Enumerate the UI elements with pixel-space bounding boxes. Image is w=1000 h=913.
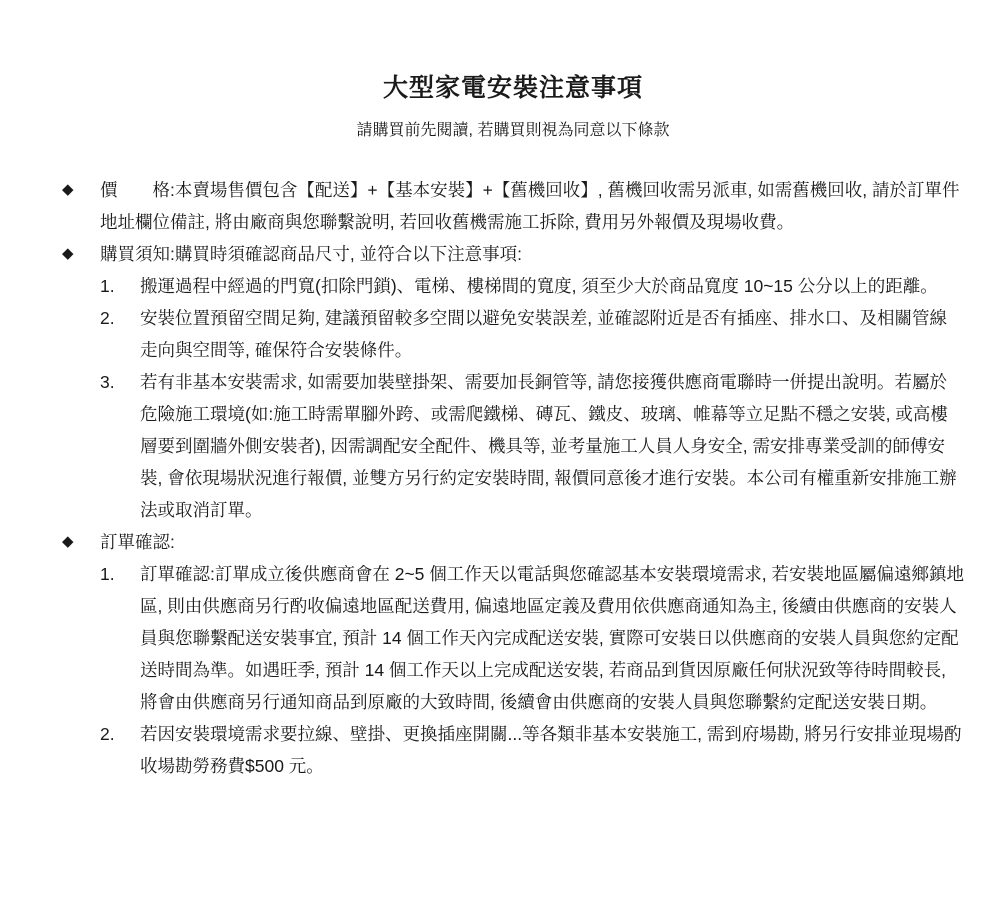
section-purchase-notes — [62, 238, 964, 270]
list-item-number: 2. — [100, 308, 115, 328]
list-item-order-1 — [62, 558, 964, 718]
list-item-text: 若因安裝環境需求要拉線、壁掛、更換插座開關...等各類非基本安裝施工, 需到府場勘, 將另行安排並現場酌收場勘勞務費$500 元。 — [140, 724, 962, 776]
list-item-number: 3. — [100, 372, 115, 392]
list-item-number: 1. — [100, 276, 115, 296]
section-purchase-notes-heading: 購買須知:購買時須確認商品尺寸, 並符合以下注意事項: — [100, 244, 522, 264]
list-item-purchase-2 — [62, 302, 964, 366]
section-price-text: 價 格:本賣場售價包含【配送】+【基本安裝】+【舊機回收】, 舊機回收需另派車, 如需舊機回收, 請於訂單件地址欄位備註, 將由廠商與您聯繫說明, 若回收舊機需施工拆除, 費用另外報價及現場收費。 — [100, 180, 960, 232]
list-item-text: 安裝位置預留空間足夠, 建議預留較多空間以避免安裝誤差, 並確認附近是否有插座、排水口、及相關管線走向與空間等, 確保符合安裝條件。 — [140, 308, 947, 360]
list-item-text: 若有非基本安裝需求, 如需要加裝壁掛架、需要加長銅管等, 請您接獲供應商電聯時一併提出說明。若屬於危險施工環境(如:施工時需單腳外跨、或需爬鐵梯、磚瓦、鐵皮、玻璃、帷幕等立足點不穩之安裝, 或高樓層要到圍牆外側安裝者), 因需調配安全配件、機具等, 並考量施工人員人身安全, 需安排專業受訓的師傅安裝, 會依現場狀況進行報價, 並雙方另行約定安裝時間, 報價同意後才進行安裝。本公司有權重新安排施工辦法或取消訂單。 — [140, 372, 957, 520]
section-price — [62, 174, 964, 238]
diamond-bullet-icon: ◆ — [62, 181, 74, 198]
list-item-number: 1. — [100, 564, 115, 584]
list-item-purchase-3 — [62, 366, 964, 526]
list-item-text: 訂單確認:訂單成立後供應商會在 2~5 個工作天以電話與您確認基本安裝環境需求, 若安裝地區屬偏遠鄉鎮地區, 則由供應商另行酌收偏遠地區配送費用, 偏遠地區定義及費用依供應商通知為主, 後續由供應商的安裝人員與您聯繫配送安裝事宜, 預計 14 個工作天內完成配送安裝, 實際可安裝日以供應商的安裝人員與您約定配送時間為準。如遇旺季, 預計 14 個工作天以上完成配送安裝, 若商品到貨因原廠任何狀況致等待時間較長, 將會由供應商另行通知商品到原廠的大致時間, 後續會由供應商的安裝人員與您聯繫約定配送安裝日期。 — [140, 564, 964, 712]
list-item-text: 搬運過程中經過的門寬(扣除門鎖)、電梯、樓梯間的寬度, 須至少大於商品寬度 10~15 公分以上的距離。 — [140, 276, 938, 296]
list-item-order-2 — [62, 718, 964, 782]
diamond-bullet-icon: ◆ — [62, 245, 74, 262]
section-order-confirmation-heading: 訂單確認: — [100, 532, 175, 552]
diamond-bullet-icon: ◆ — [62, 533, 74, 550]
notice-content — [62, 174, 964, 782]
page-title: 大型家電安裝注意事項 — [382, 74, 643, 102]
page-subtitle: 請購買前先閱讀, 若購買則視為同意以下條款 — [356, 122, 670, 139]
list-item-purchase-1 — [62, 270, 964, 302]
section-order-confirmation — [62, 526, 964, 558]
list-item-number: 2. — [100, 724, 115, 744]
installation-notice-document — [0, 71, 1000, 782]
